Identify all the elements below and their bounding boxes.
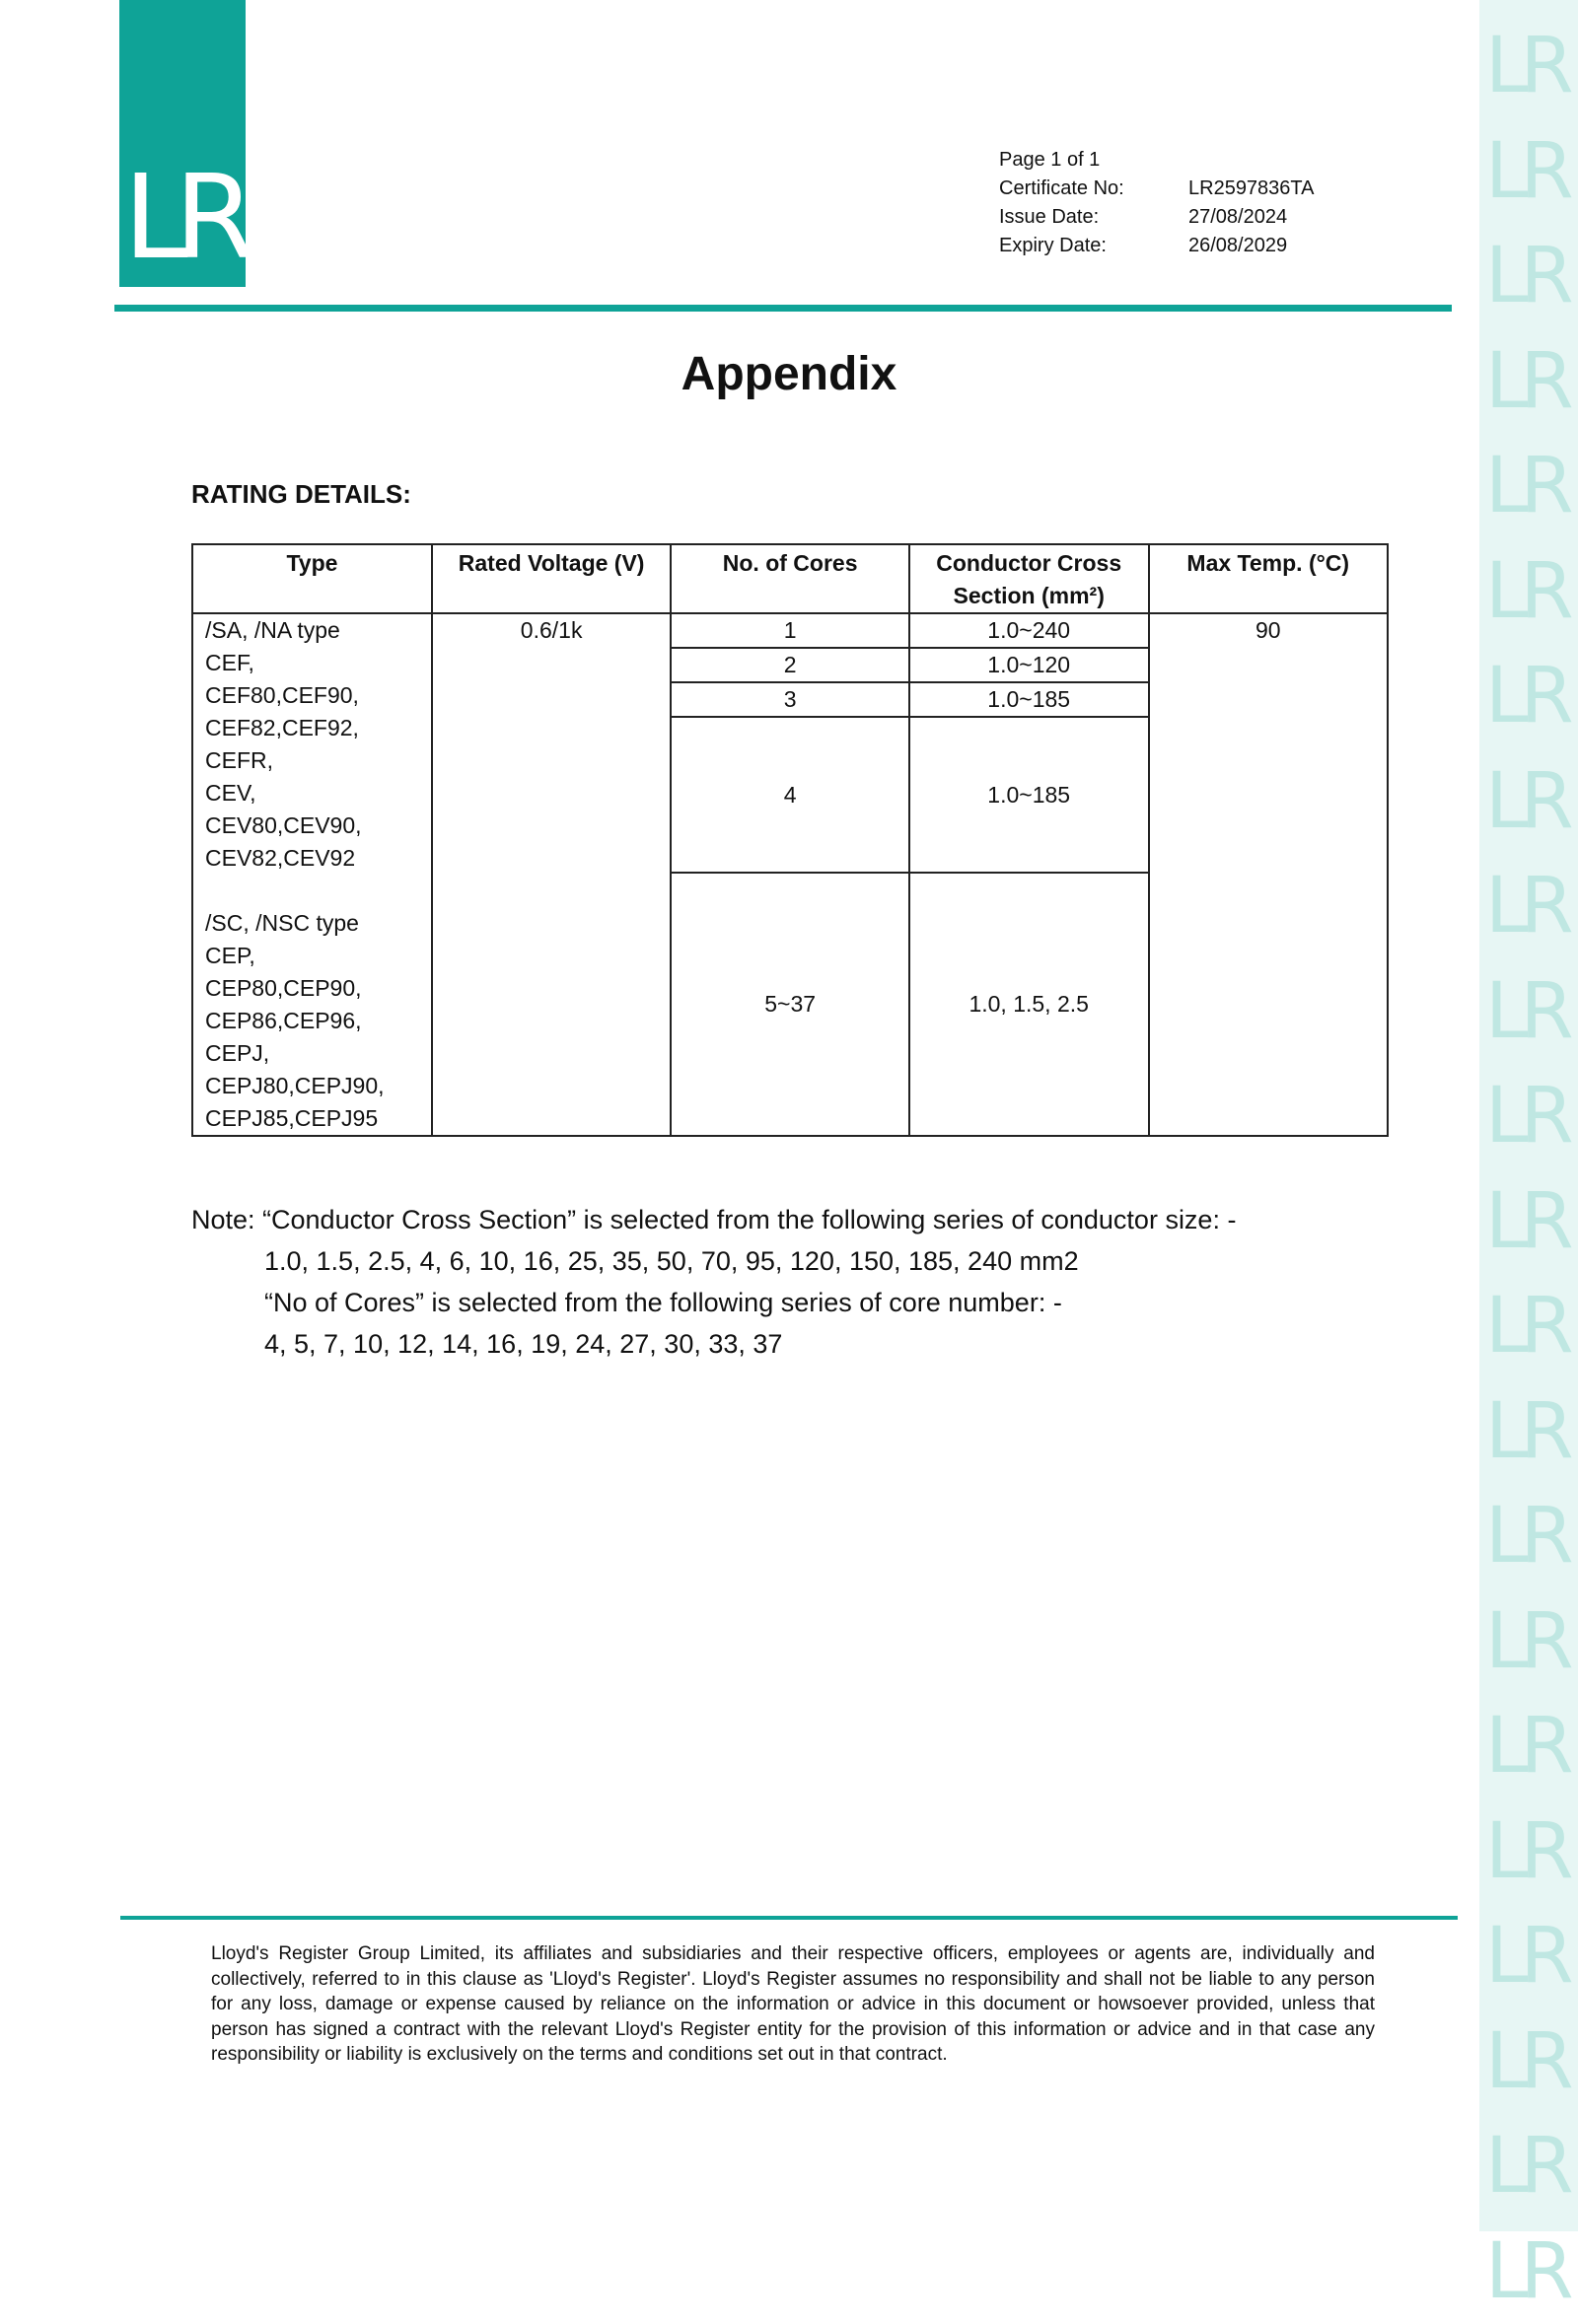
note-line: Note: “Conductor Cross Section” is selected from the following series of conductor size: -	[191, 1205, 1237, 1234]
section-cell: 1.0~120	[909, 648, 1149, 682]
table-note	[191, 1199, 1236, 1365]
table-row	[192, 613, 1388, 648]
type-line: CEPJ80,CEPJ90,	[205, 1073, 385, 1098]
meta-label: Issue Date:	[999, 206, 1100, 228]
header-divider	[114, 305, 1452, 312]
meta-row-certificate	[999, 175, 1315, 203]
cores-cell: 1	[671, 613, 908, 648]
type-line: CEFR,	[205, 747, 273, 773]
cores-cell: 3	[671, 682, 908, 717]
rated-voltage-cell: 0.6/1k	[432, 613, 672, 1136]
footer-divider	[120, 1916, 1458, 1920]
meta-row-expiry-date	[999, 232, 1315, 260]
section-heading: RATING DETAILS:	[191, 479, 411, 509]
type-line: CEV,	[205, 780, 256, 806]
cores-cell: 2	[671, 648, 908, 682]
header-conductor-cross-section: Conductor Cross Section (mm²)	[909, 544, 1149, 613]
page-number: Page 1 of 1	[999, 149, 1101, 171]
lr-logo	[119, 0, 246, 287]
issue-date: 27/08/2024	[1188, 206, 1288, 228]
rating-details-table	[191, 543, 1389, 1137]
page-title: Appendix	[681, 348, 897, 400]
type-line: CEP,	[205, 943, 255, 968]
type-line: CEV80,CEV90,	[205, 812, 362, 838]
type-line: /SC, /NSC type	[205, 910, 359, 936]
section-cell: 1.0~240	[909, 613, 1149, 648]
disclaimer-text: Lloyd's Register Group Limited, its affiliates and subsidiaries and their respective officers, employees or agents are, individually and collectively, referred to in this clause as 'Lloyd's Register'. Lloyd's Register assumes no responsibility and shall not be liable to any person for any loss, damage or expense caused by reliance on the information or advice in this document or howsoever provided, unless that person has signed a contract with the relevant Lloyd's Register entity for the provision of this information or advice and in that case any responsibility or liability is exclusively on the terms and conditions set out in that contract.	[211, 1943, 1375, 2065]
logo-text: LR	[123, 149, 242, 285]
type-line: /SA, /NA type	[205, 617, 340, 643]
watermark-strip	[1479, 0, 1578, 2316]
type-line: CEP86,CEP96,	[205, 1008, 362, 1033]
type-line: CEP80,CEP90,	[205, 975, 362, 1001]
type-line: CEPJ85,CEPJ95	[205, 1105, 379, 1131]
type-line: CEV82,CEV92	[205, 845, 356, 871]
header-max-temp: Max Temp. (°C)	[1149, 544, 1389, 613]
meta-row-issue-date	[999, 203, 1315, 232]
certificate-number: LR2597836TA	[1188, 177, 1315, 199]
header-rated-voltage: Rated Voltage (V)	[432, 544, 672, 613]
page-indicator	[999, 146, 1315, 175]
header-no-of-cores: No. of Cores	[671, 544, 908, 613]
note-line: 4, 5, 7, 10, 12, 14, 16, 19, 24, 27, 30, 33, 37	[264, 1329, 783, 1359]
meta-label: Certificate No:	[999, 177, 1124, 199]
type-line: CEPJ,	[205, 1040, 270, 1066]
max-temp-cell: 90	[1149, 613, 1389, 1136]
type-group-1	[205, 614, 431, 875]
watermark-strip-pattern: LR LR LR LR LR LR LR LR LR LR LR LR LR LR LR LR LR LR LR LR LR LR	[1485, 22, 1566, 2316]
section-cell: 1.0, 1.5, 2.5	[909, 873, 1149, 1136]
certificate-meta	[999, 146, 1315, 260]
type-group-2	[205, 907, 431, 1135]
type-line: CEF82,CEF92,	[205, 715, 359, 740]
meta-label: Expiry Date:	[999, 235, 1107, 256]
header-type: Type	[192, 544, 432, 613]
note-line: “No of Cores” is selected from the following series of core number: -	[264, 1288, 1062, 1317]
type-cell	[192, 613, 432, 1136]
table-header-row	[192, 544, 1388, 613]
type-group-spacer	[205, 875, 431, 907]
type-line: CEF80,CEF90,	[205, 682, 359, 708]
cores-cell: 4	[671, 717, 908, 873]
type-line: CEF,	[205, 650, 254, 675]
section-cell: 1.0~185	[909, 717, 1149, 873]
expiry-date: 26/08/2029	[1188, 235, 1288, 256]
note-line: 1.0, 1.5, 2.5, 4, 6, 10, 16, 25, 35, 50, 70, 95, 120, 150, 185, 240 mm2	[264, 1246, 1079, 1276]
section-cell: 1.0~185	[909, 682, 1149, 717]
cores-cell: 5~37	[671, 873, 908, 1136]
